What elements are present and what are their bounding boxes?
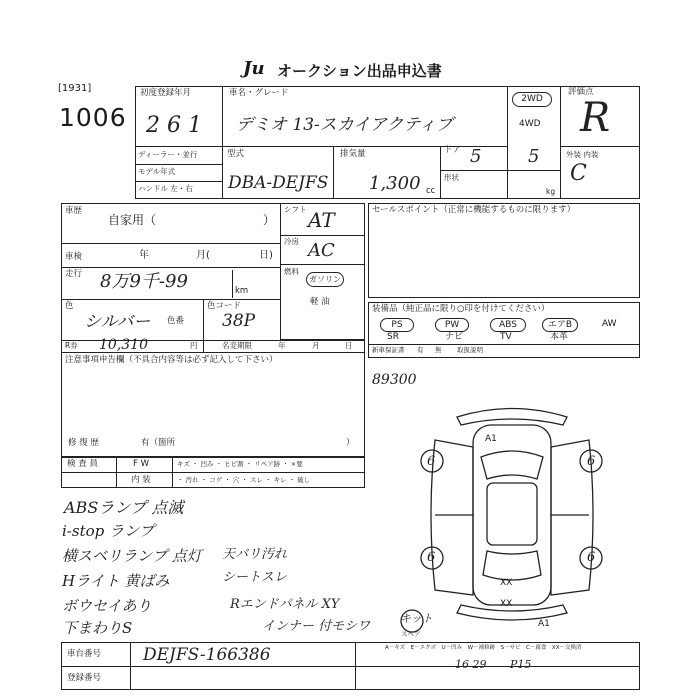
history-close: ） [263,213,276,227]
shape-label: 形状 [444,173,459,182]
tire-front-right: 6 [587,454,596,469]
interior-label: 内 装 [131,475,151,485]
first-registration-label: 初度登録年月 [140,88,192,98]
equipment-label: 装備品（純正品に限り○印を付けてください） [372,304,550,314]
grade-value: R [580,95,611,141]
note-left-3: 横スベリランプ 点灯 [62,547,202,565]
first-registration-value: 2 6 1 [146,113,202,138]
equip-tv: TV [500,332,512,342]
equip-pw: PW [435,318,469,332]
recycle-label: R券 [65,341,78,350]
ac-value: AC [308,240,335,261]
repair-label: 修 復 歴 [68,438,99,448]
ext-int-label: 外装 内装 [566,150,599,159]
type-value: DBA-DEJFS [228,173,329,193]
manual-label: 取扱説明 [457,346,483,354]
mark-a1-front: A1 [485,434,497,444]
recycle-value: 10,310 [99,337,148,353]
footer-dates: 16 29 [455,658,487,671]
car-name-label: 車名・グレード [229,88,289,98]
note-left-1: ABSランプ 点滅 [64,498,184,517]
footer-dates-2: P15 [510,658,532,671]
color-code-value: 38P [222,311,256,331]
car-name-value: デミオ 13-スカイアクティブ [236,115,453,135]
inspection-month: 月( [196,250,210,261]
shift-value: AT [308,208,335,232]
mark-a1-corner: A1 [538,619,550,629]
lot-number: 1006 [59,103,127,132]
color-number-label: 色番 [167,316,185,326]
name-change-year: 年 [278,341,286,350]
warranty-have: 有 [417,346,424,354]
notice-label: 注意事項申告欄（不具合内容等は必ず記入して下さい） [65,355,278,365]
name-change-month: 月 [312,341,320,350]
chassis-label: 車台番号 [67,649,102,659]
fw-label: F W [133,459,149,469]
tire-front-left: 6 [427,454,436,469]
fuel-label: 燃料 [284,267,299,276]
ac-label: 冷房 [284,237,299,246]
door-value: 5 [470,146,482,167]
displacement-unit: cc [426,186,436,196]
inspector-label: 検 査 員 [67,459,98,469]
type-label: 型式 [227,149,245,159]
inspection-year: 年 [139,250,149,261]
history-value: 自家用（ [108,213,157,227]
mileage-unit: km [235,286,249,296]
equip-aw: AW [602,319,617,329]
equip-airbag: エアB [542,318,578,332]
fuel-diesel-option: 軽 油 [310,297,330,307]
mark-xx-rear: XX [500,578,513,588]
kg-label: kg [546,187,556,196]
dealer-label: ディーラー・並行 [138,150,198,159]
damage-codes-row2: ・ 汚れ ・ コゲ ・ 穴 ・ スレ ・ キレ ・ 破し [177,476,311,484]
displacement-value: 1,300 [369,173,421,194]
warranty-none: 無 [435,346,442,354]
handle-label: ハンドル 左・右 [138,184,193,193]
recycle-unit: 円 [190,341,198,350]
form-title: オークション出品申込書 [277,62,442,80]
mileage-value: 8万9千-99 [100,271,188,292]
equip-ps: PS [380,318,414,332]
handwritten-number: 89300 [372,372,417,388]
grade-label: 評価点 [568,87,594,97]
note-right-3: Rエンドパネル XY [230,597,340,612]
equip-navi: ナビ [445,332,464,342]
equip-sr: SR [387,332,399,342]
note-left-5: ボウセイあり [62,597,152,615]
note-left-2: i-stop ランプ [62,522,154,540]
repair-value: 有（箇所 [141,438,176,448]
name-change-day: 日 [345,341,353,350]
inspection-label: 車検 [65,252,83,262]
inspection-day: 日) [259,250,273,261]
spare-kit-label: キット [400,612,433,625]
displacement-label: 排気量 [340,149,366,159]
new-warranty-label: 新車保証書 [372,346,405,354]
ju-logo: Ju [243,58,265,79]
model-year-label: モデル年式 [138,167,176,176]
car-diagram [395,395,630,640]
sales-point-label: セールスポイント（正常に機能するものに限ります） [372,205,576,215]
color-code-label: 色コード [207,301,242,311]
fuel-gas-option: ガソリン [306,272,344,287]
seats-value: 5 [528,146,540,167]
tire-rear-right: 6 [587,550,596,565]
tire-rear-left: 6 [427,550,436,565]
chassis-value: DEJFS-166386 [143,645,271,665]
color-label: 色 [65,301,74,311]
repair-close: ） [346,438,355,448]
drive-4wd-option: 4WD [519,119,541,129]
spare-label: スペア [401,630,421,638]
equip-leather: 本革 [550,332,569,342]
ref-number: [1931] [58,83,92,94]
equip-abs: ABS [490,318,526,332]
name-change-label: 名変期限 [222,341,252,350]
note-right-1: 天バリ汚れ [222,547,288,562]
plate-label: 登録番号 [67,673,102,683]
note-left-4: Hライト 黄ばみ [62,572,170,590]
note-right-2: シートスレ [222,570,287,585]
color-value: シルバー [84,312,151,332]
note-left-6: 下まわりS [62,619,133,637]
note-right-4: インナー 付モシワ [262,619,371,634]
exterior-grade: C [570,161,587,186]
damage-codes-row1: キズ ・ 凹み ・ ヒビ割 ・ リペア跡 ・ ×要 [177,460,303,468]
history-label: 車歴 [65,206,83,216]
drive-2wd-option: 2WD [512,92,552,107]
damage-legend: A－キズ E－エクボ U－凹み W－補修跡 S－サビ C－腐食 XX－交換済 [385,645,582,651]
mileage-label: 走行 [65,269,83,279]
mark-xx-bumper: XX [500,599,513,609]
door-label: ドア [444,145,461,155]
sales-point-box [368,203,640,298]
shift-label: シフト [284,205,307,214]
